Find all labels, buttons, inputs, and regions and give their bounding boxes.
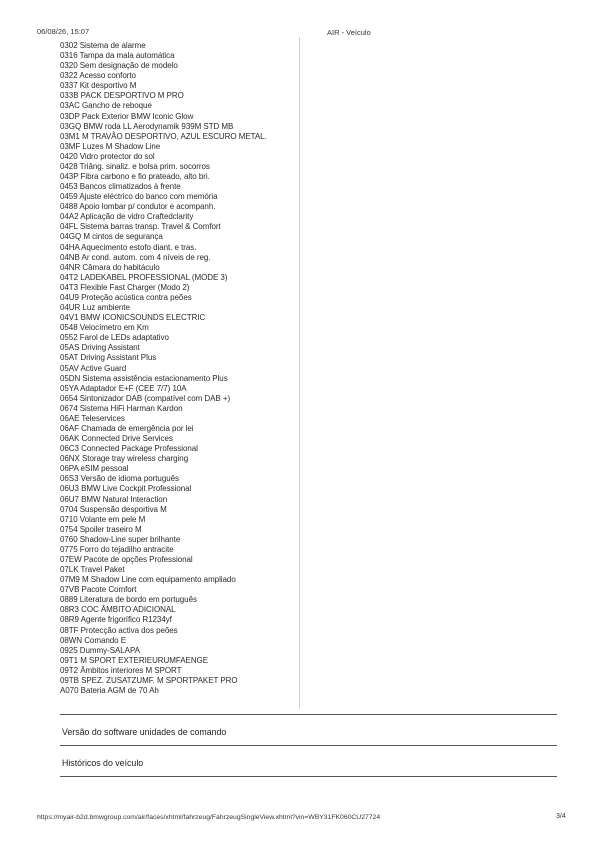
option-item: 07M9 M Shadow Line com equipamento ampliado xyxy=(60,575,236,585)
option-item: 0459 Ajuste eléctrico do banco com memória xyxy=(60,192,218,202)
option-item: 0704 Suspensão desportiva M xyxy=(60,504,167,514)
option-item: 0548 Velocímetro em Km xyxy=(60,323,149,333)
page-url: https://myair-b2d.bmwgroup.com/air/faces/xhtml/fahrzeug/FahrzeugSingleView.xhtml?vin=WBY31FK060CU27724 xyxy=(37,814,381,821)
option-item: 05YA Adaptador E+F (CEE 7/7) 10A xyxy=(60,383,187,393)
option-item: 08WN Comando E xyxy=(60,635,126,645)
option-item: 06AF Chamada de emergência por lei xyxy=(60,423,194,433)
divider xyxy=(60,714,557,715)
section-vehicle-history[interactable]: Históricos do veículo xyxy=(62,758,144,768)
option-item: 06AK Connected Drive Services xyxy=(60,434,173,444)
option-item: 04UR Luz ambiente xyxy=(60,303,130,313)
option-item: 0710 Volante em pele M xyxy=(60,514,146,524)
option-item: 04T2 LADEKABEL PROFESSIONAL (MODE 3) xyxy=(60,272,228,282)
divider xyxy=(60,776,557,777)
option-item: 06C3 Connected Package Professional xyxy=(60,444,198,454)
option-item: 04U9 Proteção acústica contra peões xyxy=(60,292,192,302)
option-item: 0760 Shadow-Line super brilhante xyxy=(60,534,181,544)
option-item: 05DN Sistema assistência estacionamento Plus xyxy=(60,373,228,383)
option-item: 04V1 BMW ICONICSOUNDS ELECTRIC xyxy=(60,313,206,323)
option-item: 03M1 M TRAVÃO DESPORTIVO, AZUL ESCURO METAL. xyxy=(60,131,267,141)
divider xyxy=(60,745,557,746)
option-item: 06PA eSIM pessoal xyxy=(60,464,129,474)
option-item: 04NR Câmara do habitáculo xyxy=(60,262,160,272)
option-item: 0552 Farol de LEDs adaptativo xyxy=(60,333,169,343)
option-item: 0302 Sistema de alarme xyxy=(60,41,146,50)
option-item: 04NB Ar cond. autom. com 4 níveis de reg. xyxy=(60,252,211,262)
option-item: 0337 Kit desportivo M xyxy=(60,81,137,91)
option-item: 0428 Triâng. sinaliz. e bolsa prim. socorros xyxy=(60,161,210,171)
option-item: 09TB SPEZ. ZUSATZUMF. M SPORTPAKET PRO xyxy=(60,675,238,685)
section-software-versions[interactable]: Versão do software unidades de comando xyxy=(62,727,227,737)
column-divider xyxy=(299,37,300,709)
option-item: 04HA Aquecimento estofo diant. e tras. xyxy=(60,242,197,252)
option-item: 043P Fibra carbono e fio prateado, alto bri. xyxy=(60,172,210,182)
option-item: 09T1 M SPORT EXTERIEURUMFAENGE xyxy=(60,655,209,665)
option-item: 08R9 Agente frigorífico R1234yf xyxy=(60,615,172,625)
option-item: 06AE Teleservices xyxy=(60,413,125,423)
option-item: 0420 Vidro protector do sol xyxy=(60,151,155,161)
option-item: 03DP Pack Exterior BMW Iconic Glow xyxy=(60,111,194,121)
option-item: 033B PACK DESPORTIVO M PRO xyxy=(60,91,184,101)
option-item: 04A2 Aplicação de vidro Craftedclarity xyxy=(60,212,194,222)
page-header-title: AIR - Veículo xyxy=(327,28,371,37)
page-number: 3/4 xyxy=(556,813,566,820)
option-item: 0925 Dummy-SALAPA xyxy=(60,645,140,655)
option-item: 03GQ BMW roda LL Aerodynamik 939M STD MB xyxy=(60,121,234,131)
print-datetime: 06/08/26, 15:07 xyxy=(37,27,90,36)
option-item: 05AS Driving Assistant xyxy=(60,343,140,353)
option-item: 0754 Spoiler traseiro M xyxy=(60,524,142,534)
option-item: 0889 Literatura de bordo em português xyxy=(60,595,197,605)
option-item: 0320 Sem designação de modelo xyxy=(60,61,178,71)
option-codes-list xyxy=(60,41,267,696)
option-item: A070 Bateria AGM de 70 Ah xyxy=(60,686,159,695)
option-item: 03MF Luzes M Shadow Line xyxy=(60,141,161,151)
option-item: 04GQ M cintos de segurança xyxy=(60,232,163,242)
option-item: 08R3 COC ÂMBITO ADICIONAL xyxy=(60,605,176,615)
option-item: 06NX Storage tray wireless charging xyxy=(60,454,189,464)
option-item: 04FL Sistema barras transp. Travel & Comfort xyxy=(60,222,221,232)
option-item: 0453 Bancos climatizados à frente xyxy=(60,182,181,192)
option-item: 03AC Gancho de reboque xyxy=(60,101,152,111)
option-item: 07EW Pacote de opções Professional xyxy=(60,554,193,564)
option-item: 06U7 BMW Natural Interaction xyxy=(60,494,168,504)
option-item: 0316 Tampa da mala automática xyxy=(60,51,175,61)
option-item: 0654 Sintonizador DAB (compatível com DAB +) xyxy=(60,393,231,403)
option-item: 06U3 BMW Live Cockpit Professional xyxy=(60,484,192,494)
option-item: 05AT Driving Assistant Plus xyxy=(60,353,157,363)
option-item: 0775 Forro do tejadilho antracite xyxy=(60,544,174,554)
option-item: 04T3 Flexible Fast Charger (Modo 2) xyxy=(60,282,190,292)
option-item: 0674 Sistema HiFi Harman Kardon xyxy=(60,403,183,413)
option-item: 07LK Travel Paket xyxy=(60,565,125,575)
option-item: 0322 Acesso conforto xyxy=(60,71,136,81)
option-item: 0488 Apoio lombar p/ condutor e acompanh. xyxy=(60,202,216,212)
option-item: 09T2 Âmbitos interiores M SPORT xyxy=(60,665,182,675)
option-item: 08TF Protecção activa dos peões xyxy=(60,625,178,635)
option-item: 06S3 Versão de idioma português xyxy=(60,474,179,484)
option-item: 05AV Active Guard xyxy=(60,363,127,373)
option-item: 07VB Pacote Comfort xyxy=(60,585,137,595)
